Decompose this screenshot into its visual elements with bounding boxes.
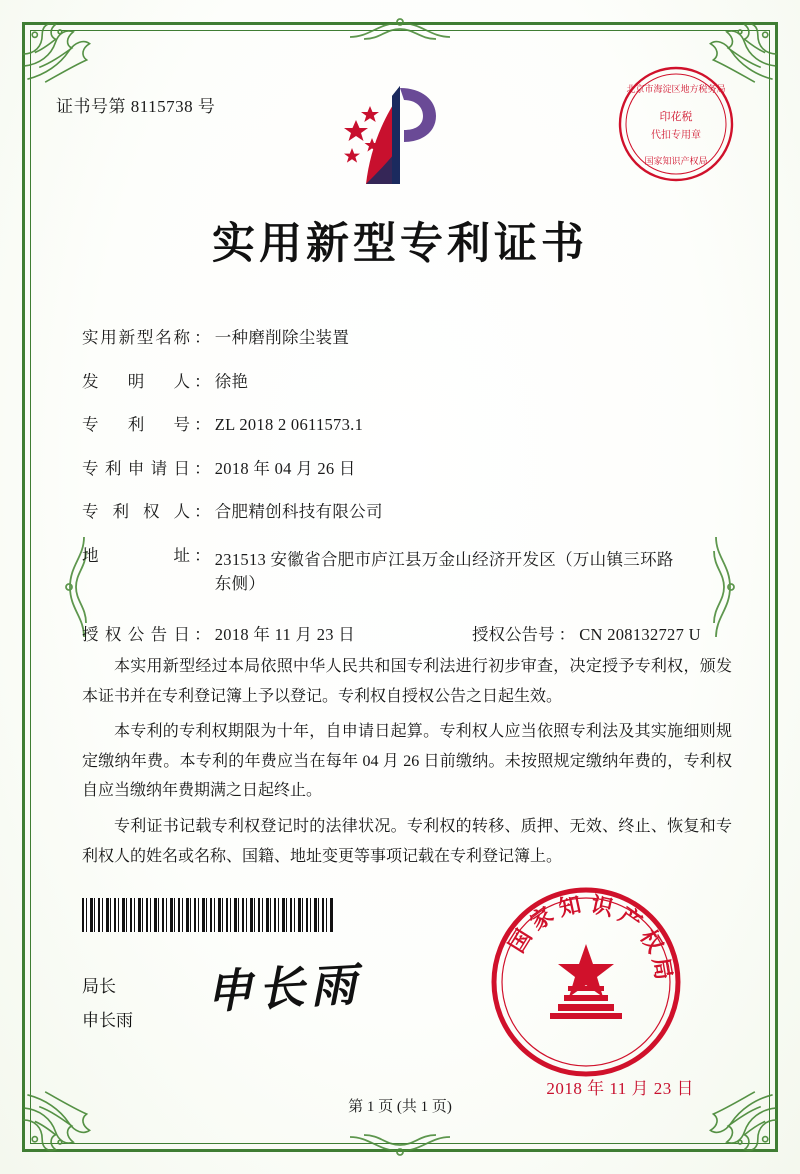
svg-text:代扣专用章: 代扣专用章 [651,130,701,141]
field-row-patent-no: 专利号 ： ZL 2018 2 0611573.1 [82,415,364,434]
field-row-application-date: 专利申请日 ： 2018 年 04 月 26 日 [82,458,356,478]
field-list [82,330,744,671]
director-name: 申长雨 [82,1011,133,1030]
svg-text:国家知识产权局: 国家知识产权局 [644,157,708,167]
field-value-grant-date: 2018 年 11 月 23 日 [214,625,356,644]
field-label-grant-date: 授权公告日 [82,625,190,644]
field-row-name: 实用新型名称 ： 一种磨削除尘装置 [82,328,350,347]
paragraph-2: 本专利的专利权期限为十年，自申请日起算。专利权人应当依照专利法及其实施细则规定缴纳年费。本专利的年费应当在每年 04 月 26 日前缴纳。未按照规定缴纳年费的，专利权自应当缴纳年费期满之日起终止。 [82,723,732,800]
field-row-patentee: 专利权人 ： 合肥精创科技有限公司 [82,502,383,521]
field-value-name: 一种磨削除尘装置 [214,328,350,347]
svg-text:局: 局 [647,955,676,982]
field-value-address: 231513 安徽省合肥市庐江县万金山经济开发区（万山镇三环路东侧） [214,549,674,594]
certificate-number: 证书号第 8115738 号 [56,97,216,116]
field-value-patentee: 合肥精创科技有限公司 [214,502,383,521]
svg-text:印花税: 印花税 [659,110,693,123]
svg-text:北京市海淀区地方税务局: 北京市海淀区地方税务局 [626,85,726,95]
handwritten-signature: 申长雨 [204,956,364,1020]
legal-text [82,652,732,877]
official-seal-icon [486,882,686,1082]
page-footer: 第 1 页 (共 1 页) [348,1099,452,1115]
tax-stamp-icon [614,62,738,186]
field-label-name: 实用新型名称 [82,328,190,347]
director-label: 局长 [82,977,116,996]
field-value-application-date: 2018 年 04 月 26 日 [214,458,356,478]
svg-text:国: 国 [504,925,538,958]
director-block [82,970,133,1038]
field-label-patent-no: 专利号 [82,415,190,434]
svg-text:知: 知 [556,892,584,922]
field-label-address: 地址 [82,545,190,565]
field-label-inventor: 发明人 [82,371,190,391]
grant-no-group: 授权公告号 ： CN 208132727 U [472,625,701,644]
barcode [82,898,334,932]
svg-text:产: 产 [613,902,647,936]
svg-text:权: 权 [634,925,668,958]
cnipa-logo-icon [326,80,474,190]
edge-ornament-bottom-icon [340,1131,460,1157]
field-label-patentee: 专利权人 [82,502,190,521]
page-title: 实用新型专利证书 [212,219,588,269]
svg-text:家: 家 [525,902,559,936]
field-value-inventor: 徐艳 [214,371,249,391]
svg-text:识: 识 [588,892,616,922]
field-label-grant-no: 授权公告号 [472,625,555,644]
field-row-inventor: 发明人 ： 徐艳 [82,371,249,391]
field-row-address: 地址 ： 231513 安徽省合肥市庐江县万金山经济开发区（万山镇三环路东侧） [82,548,744,598]
edge-ornament-top-icon [340,17,460,43]
field-label-application-date: 专利申请日 [82,458,190,478]
paragraph-1: 本实用新型经过本局依照中华人民共和国专利法进行初步审查，决定授予专利权，颁发本证书并在专利登记簿上予以登记。专利权自授权公告之日起生效。 [82,658,732,705]
field-value-grant-no: CN 208132727 U [579,625,701,644]
certificate-content [56,52,744,1122]
field-value-patent-no: ZL 2018 2 0611573.1 [214,415,364,434]
seal-date: 2018 年 11 月 23 日 [546,1079,694,1098]
paragraph-3: 专利证书记载专利权登记时的法律状况。专利权的转移、质押、无效、终止、恢复和专利权人的姓名或名称、国籍、地址变更等事项记载在专利登记簿上。 [82,817,732,865]
field-row-grant: 授权公告日 ： 2018 年 11 月 23 日 授权公告号 ： CN 208132727 U [82,625,701,644]
